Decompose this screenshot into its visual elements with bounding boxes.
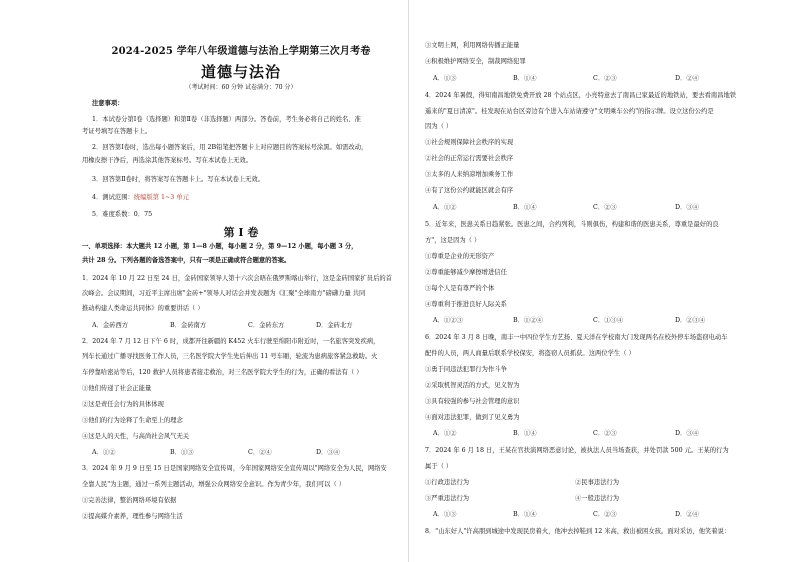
q7-item: ②民事违法行为 bbox=[575, 479, 620, 486]
q5-option-d: D．②③④ bbox=[675, 317, 706, 324]
section-roman-title: 第 Ⅰ 卷 bbox=[223, 226, 259, 239]
q7-item: ④一般违法行为 bbox=[575, 495, 620, 502]
q8-stem: 8．"山东好人"许高朋到城途中发现民房着火，他冲去掉鞋到 12 米高，救出被困女孩。面对采访，他笑着说： bbox=[425, 528, 731, 535]
q3-option-c: C．②③ bbox=[593, 75, 617, 82]
exam-info: （考试时间：60 分钟 试卷满分：70 分） bbox=[185, 84, 297, 91]
q3-option-b: B．①④ bbox=[513, 75, 537, 82]
q5-item: ③每个人是有尊严的个体 bbox=[425, 285, 495, 292]
q7-item: ③严重违法行为 bbox=[425, 495, 470, 502]
q4-item: ③太多的人来纳凉增加乘务工作 bbox=[425, 171, 514, 178]
q2-stem: 2．2024 年 7 月 12 日下午 6 时，成都开往新疆的 K452 火车行驶至绵阳市附近时，一名旅客突发疾病， bbox=[82, 338, 380, 345]
scope-label: 4．测试范围： bbox=[92, 194, 134, 201]
q6-item: ③具有较强的参与社会管理的意识 bbox=[425, 398, 520, 405]
note-line: 1．本试卷分第Ⅰ卷（选择题）和第Ⅱ卷（非选择题）两部分。答卷前，考生务必将自己的姓名、准 bbox=[92, 116, 361, 123]
section-instruction: 一、单项选择：本大题共 12 小题，第 1—8 小题，每小题 2 分，第 9—12 小题，每小题 3 分， bbox=[82, 243, 358, 250]
q6-item: ②采取机智灵活的方式，见义智为 bbox=[425, 382, 520, 389]
q6-stem: 6．2024 年 3 月 8 日晚，南丰一中四位学生方艺扬、夏天洋在学校南大门发现两名在校外停车场盗窃电动车 bbox=[425, 334, 728, 341]
q5-item: ②尊重能够减少摩擦增进信任 bbox=[425, 269, 507, 276]
q1-stem: 次峰会。会议期间，习近平主席出席"金砖+"领导人对话会并发表题为《汇聚"全球南方"磅礴力量 共同 bbox=[82, 290, 366, 297]
q2-option-b: B．①③ bbox=[170, 449, 194, 456]
q7-option-a: A．①③ bbox=[433, 511, 457, 518]
q3-stem: 3．2024 年 9 月 9 日至 15 日是国家网络安全宣传周，今年国家网络安全宣传周以"网络安全为人民，网络安 bbox=[82, 465, 387, 472]
q2-item: ②这是责任会行为的具体体现 bbox=[82, 401, 164, 408]
q4-option-b: B．①④ bbox=[513, 204, 537, 211]
q3-option-d: D．②④ bbox=[675, 75, 699, 82]
q7-option-c: C．②③ bbox=[593, 511, 617, 518]
q6-option-b: B．①④ bbox=[513, 430, 537, 437]
q5-option-a: A．①②③ bbox=[433, 317, 463, 324]
q6-option-d: D．③④ bbox=[675, 430, 699, 437]
subject-title: 道德与法治 bbox=[200, 63, 281, 81]
q4-option-d: D．③④ bbox=[675, 204, 699, 211]
q7-option-b: B．①④ bbox=[513, 511, 537, 518]
q2-option-c: C．②④ bbox=[248, 449, 272, 456]
note-line: 用橡皮擦干净后，再选涂其他答案标号。写在本试卷上无效。 bbox=[82, 157, 253, 164]
column-divider bbox=[408, 0, 409, 562]
note-line: 3．回答第Ⅱ卷时，将答案写在答题卡上。写在本试卷上无效。 bbox=[92, 176, 265, 183]
q4-option-c: C．②③ bbox=[593, 204, 617, 211]
q2-stem: 车停靠哈密站等后，120 救护人员将患者接走救治，对三名医学院大学生的行为，正确的看法有（ ） bbox=[82, 369, 363, 376]
q4-stem: 4．2024 年暑假，得知南昌地铁免费开放 28 个站点区，小亮特意去了南昌已家最近的地铁站，要去看南昌地铁 bbox=[425, 92, 737, 99]
note-line: 5．难度系数：0．75 bbox=[92, 211, 153, 218]
q4-stem: 因为（ ） bbox=[425, 123, 453, 130]
q1-stem: 1．2024 年 10 月 22 日至 24 日，金砖国家领导人第十六次会晤在俄罗斯喀山举行，这是金砖国家扩员后的首 bbox=[82, 275, 392, 282]
q7-stem: 属于（ ） bbox=[425, 463, 453, 470]
exam-title: 2024-2025 学年八年级道德与法治上学期第三次月考卷 bbox=[111, 46, 371, 57]
q3-item: ③文明上网，利用网络传播正能量 bbox=[425, 42, 520, 49]
q4-option-a: A．①② bbox=[433, 204, 457, 211]
q3-item: ①完善法律，整治网络环境有依据 bbox=[82, 497, 177, 504]
q3-item: ④积极维护网络安全，制裁网络犯罪 bbox=[425, 58, 526, 65]
q6-option-c: C．②③ bbox=[593, 430, 617, 437]
q5-item: ④尊重利于推进良好人际关系 bbox=[425, 301, 507, 308]
q7-stem: 7．2024 年 6 月 18 日，王某在官扶演网络恶意讨论，被执法人员当场查获，并处罚款 500 元。王某的行为 bbox=[425, 447, 729, 454]
q6-stem: 配件的人员，两人商量后联系学校保安，将盗窃人员抓获。这两位学生（ ） bbox=[425, 350, 635, 357]
q6-item: ①勇于同违法犯罪行为作斗争 bbox=[425, 366, 507, 373]
q6-option-a: A．①② bbox=[433, 430, 457, 437]
q4-item: ①社会规则保障社会秩序的实现 bbox=[425, 139, 514, 146]
notes-title: 注意事项： bbox=[92, 100, 124, 107]
q2-option-d: D．③④ bbox=[316, 449, 340, 456]
q3-item: ②提高媒介素养，理性参与网络生活 bbox=[82, 513, 183, 520]
q5-stem: 5．近年来，医患关系日趋紧张。医患之间，合约列利，斗则俱伤，构建和谐的医患关系，尊重是最好的良 bbox=[425, 221, 719, 228]
q6-item: ④面对违法犯罪，做到了见义勇为 bbox=[425, 414, 520, 421]
q1-option-a: A．金砖西方 bbox=[92, 322, 129, 329]
q5-item: ①尊重是企业的无形资产 bbox=[425, 253, 495, 260]
q3-option-a: A．①③ bbox=[433, 75, 457, 82]
q2-item: ①他们传递了社会正能量 bbox=[82, 385, 152, 392]
q5-option-c: C．①③④ bbox=[593, 317, 624, 324]
note-line-scope bbox=[92, 194, 189, 202]
q2-item: ③他们的行为诠释了生命至上的理念 bbox=[82, 417, 183, 424]
q4-item: ④有了这份公约就能区就会有序 bbox=[425, 187, 514, 194]
q5-option-b: B．①②④ bbox=[513, 317, 543, 324]
q1-option-b: B．金砖南方 bbox=[170, 322, 207, 329]
q2-stem: 列车长通过广播寻找医务工作人员，三名医学院大学生先后伸出 11 号车厢，轮流为患病旅客紧急救助。火 bbox=[82, 353, 378, 360]
section-instruction: 共计 28 分。下列各题的备选答案中，只有一项是正确或符合题意的答案。 bbox=[82, 257, 291, 264]
q1-stem: 推动构建人类命运共同体》的重要讲话（ ） bbox=[82, 305, 204, 312]
q7-option-d: D．②④ bbox=[675, 511, 699, 518]
note-line: 考证号填写在答题卡上。 bbox=[82, 128, 152, 135]
scope-value: 统编版第 1~3 单元 bbox=[133, 194, 189, 201]
q3-stem: 全靠人民"为主题，通过一系列主题活动，增强公众网络安全意识。作为青少年，我们可以（ ） bbox=[82, 481, 346, 488]
q7-item: ①行政违法行为 bbox=[425, 479, 470, 486]
q1-option-d: D．金砖北方 bbox=[316, 322, 353, 329]
q2-option-a: A．①② bbox=[92, 449, 116, 456]
q5-stem: 方"，这是因为（ ） bbox=[425, 237, 481, 244]
q2-item: ④这是人的天性，与高尚社会风气无关 bbox=[82, 433, 190, 440]
note-line: 2．回答第Ⅰ卷时，选出每小题答案后，用 2B铅笔把答题卡上对应题目的答案标号涂黑。如需改动， bbox=[92, 144, 368, 151]
q4-item: ②社会的正常运行需要社会秩序 bbox=[425, 155, 514, 162]
q4-stem: 遥来的"夏日清凉"。桂发现在站台区旁边有个进入车站请遵守"文明乘车公约"的指示牌。设立这份公约是 bbox=[425, 108, 714, 115]
q1-option-c: C．金砖东方 bbox=[248, 322, 285, 329]
